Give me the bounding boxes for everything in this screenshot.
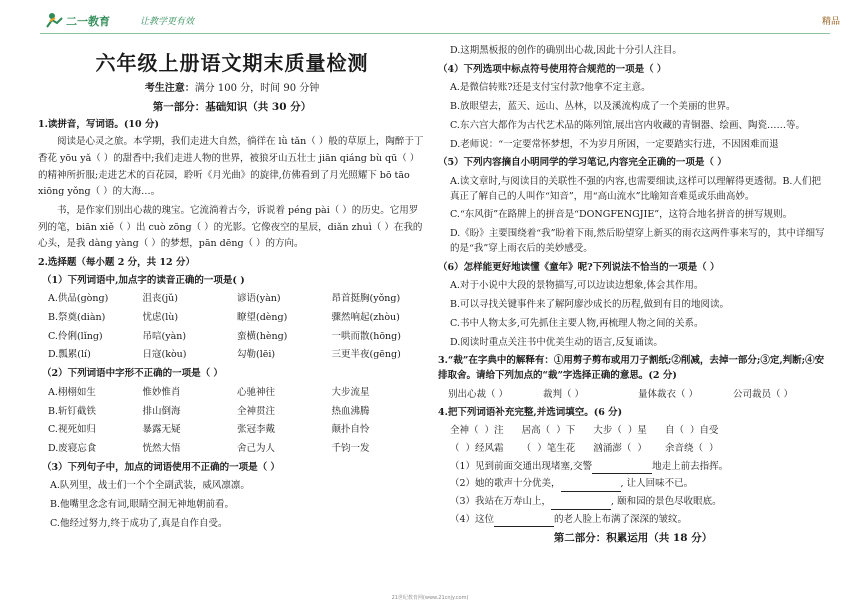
answer-blank[interactable] (561, 481, 621, 492)
q2-sub5-option-c: C.“东风街”在路牌上的拼音是“DONGFENGJIE”，这符合地名拼音的拼写规则。 (450, 209, 793, 221)
option-cell: 惟妙惟肖 (142, 386, 181, 398)
left-column (38, 40, 426, 536)
q4-sentence-1: （1）见到前面交通出现堵塞,交警 地走上前去指挥。 (438, 460, 828, 475)
q2-sub4-option-a: A.是微信转账?还是支付宝付款?他拿不定主意。 (450, 82, 651, 94)
quality-badge: 精品 (821, 17, 840, 27)
option-cell: C.伶俐(lǐng) (48, 330, 103, 342)
right-column (438, 40, 828, 549)
option-cell: 心驰神往 (237, 386, 276, 398)
option-cell: 全神贯注 (237, 405, 276, 417)
q3-item: 裁判（ ） (543, 388, 585, 400)
option-cell: A.供品(gòng) (48, 293, 109, 305)
page-title: 六年级上册语文期末质量检测 (95, 51, 369, 75)
option-cell: B.祭奠(diàn) (48, 312, 106, 324)
q2-sub6-option-b: B.可以寻找关键事件来了解阿廖沙成长的历程,做到有目的地阅读。 (450, 299, 730, 311)
option-cell: 昂首挺胸(yǒng) (331, 293, 401, 305)
q2-sub4: （4）下列选项中标点符号使用符合规范的一项是（ ） (438, 63, 667, 75)
q2-sub3-option-b: B.他嘴里念念有词,眼睛空洞无神地朝前看。 (50, 499, 235, 511)
option-row (38, 348, 426, 363)
option-cell: 一哄而散(hōng) (331, 330, 401, 342)
option-cell: 沮丧(jǔ) (142, 293, 178, 305)
q2-sub1-options (38, 292, 426, 363)
q2-sub6-option-a: A.对于小说中大段的景物描写,可以边读边想象,体会其作用。 (450, 280, 704, 292)
q2-sub6-option-d: D.阅读时重点关注书中优美生动的语言,反复诵读。 (450, 336, 663, 348)
option-cell: 大步流星 (331, 386, 370, 398)
option-cell: 颠扑自怜 (331, 424, 370, 436)
option-cell: B.斩钉截铁 (48, 405, 97, 417)
q3-item: 量体裁衣（ ） (638, 388, 699, 400)
page-header (0, 0, 860, 40)
option-row (38, 442, 426, 457)
q2-sub4-option-c: C.东六宫大都作为古代艺术品的陈列馆,展出宫内收藏的青铜器、绘画、陶瓷……等。 (450, 119, 805, 131)
option-cell: A.栩栩如生 (48, 386, 96, 398)
option-cell: 热血沸腾 (331, 405, 370, 417)
q2-sub4-option-b: B.放眼望去，蓝天、远山、丛林，以及溪流构成了一个美丽的世界。 (450, 101, 736, 113)
option-cell: 勾勒(lēi) (237, 349, 276, 361)
option-row (38, 423, 426, 438)
q1-paragraph-2: 书，是作家们别出心裁的瑰宝。它流淌着古今，诉说着 péng pài（ ）的历史。它用罗列的笔，biān xiě（ ）出 cuò zōng（ ）的光影。它像夜空的星辰，diǎn zhuì（ ）在我的心头，是我 dàng yàng（ ）的梦想，pān dēng（ ）的方向。 (38, 204, 423, 250)
q4-sentence-3: （3）我站在万寿山上， , 颐和园的景色尽收眼底。 (438, 495, 828, 510)
logo-text: 二一教育 (66, 15, 110, 28)
q2-sub3-option-d: D.这期黑板报的创作的确别出心裁,因此十分引人注目。 (450, 45, 682, 56)
option-cell: 千钧一发 (331, 443, 370, 455)
q2-sub4-option-d: D.老师说：“一定要常怀梦想，不为岁月所困，一定要踏实行进，不因困难而退 (450, 138, 779, 150)
answer-blank[interactable] (592, 463, 652, 474)
q1-title: 1.读拼音，写词语。(10 分) (38, 118, 159, 130)
q2-sub5: （5）下列内容摘自小明同学的学习笔记,内容完全正确的一项是（ ） (438, 157, 727, 169)
q2-sub3-option-c: C.他经过努力,终于成功了,真是自作自受。 (50, 517, 228, 529)
option-cell: 谚语(yàn) (237, 293, 281, 305)
q3-title: 3.“裁”在字典中的解释有：①用剪子剪布或用刀子割纸;②削减，去掉一部分;③定,判断;④安排取舍。请给下列加点的“裁”字选择正确的意思。(2 分) (438, 355, 825, 381)
q2-sub3-option-a: A.队列里，战士们一个个全副武装，威风凛凛。 (50, 480, 250, 492)
answer-blank[interactable] (551, 499, 611, 510)
q1-paragraph-1: 阅读是心灵之旅。本学期，我们走进大自然，徜徉在 lǜ tǎn（ ）般的草原上，陶醉于丁香花 yōu yǎ（ ）的甜香中;我们走进人物的世界，被狼牙山五壮士 jiān qiáng bù qū（ ）的精神所折服;走进艺术的百花园，聆听《月光曲》的旋律,仿佛看到了月光照耀下 bō tāo xiōng yǒng（ ）的大海…。 (38, 136, 424, 198)
option-row (38, 292, 426, 307)
option-cell: 张冠李戴 (237, 424, 276, 436)
option-cell: 蛮横(hèng) (237, 330, 288, 342)
q3-items (438, 388, 828, 403)
q4-word-row-1: 全神（ ）注 居高（ ）下 大步（ ）星 自（ ）自受 (450, 425, 719, 437)
option-cell: 排山倒海 (142, 405, 181, 417)
q2-sub3: （3）下列句子中，加点的词语使用不正确的一项是（ ） (42, 461, 280, 473)
q2-sub5-option-d: D.《盼》主要围绕着“我”盼着下雨,然后盼望穿上新买的雨衣这两件事来写的，其中详细写的是“我”穿上雨衣后的美妙感受。 (450, 228, 825, 254)
option-cell: 暴露无疑 (142, 424, 181, 436)
q2-sub6: （6）怎样能更好地读懂《童年》呢?下列说法不恰当的一项是（ ） (438, 261, 720, 273)
q3-item: 别出心裁（ ） (448, 388, 509, 400)
q4-title: 4.把下列词语补充完整,并选词填空。(6 分) (438, 407, 623, 419)
option-cell: D.瓢累(lí) (48, 349, 91, 361)
option-row (38, 311, 426, 326)
option-cell: 吊唁(yàn) (142, 330, 187, 342)
part1-heading: 第一部分：基础知识（共 30 分） (152, 100, 312, 113)
option-row (38, 386, 426, 401)
slogan: 让教学更有效 (140, 17, 195, 27)
footer-source: 21世纪教育网(www.21cnjy.com) (391, 595, 469, 601)
option-cell: 日寇(kòu) (142, 349, 187, 361)
header-rule (40, 33, 830, 34)
option-cell: 瞭望(dèng) (237, 312, 288, 324)
q3-item: 公司裁员（ ） (733, 388, 794, 400)
exam-notice: 考生注意：满分 100 分，时间 90 分钟 (144, 83, 320, 94)
q2-sub5-option-ab: A.读文章时,与阅读目的关联性不强的内容,也需要细读,这样可以理解得更透彻。B.人们把真正了解自己的人叫作“知音”，用“高山流水”比喻知音难觅或乐曲高妙。 (450, 176, 821, 202)
option-row (38, 330, 426, 345)
q4-sentence-4: （4）这位 的老人脸上布满了深深的皱纹。 (438, 513, 828, 528)
option-cell: 舍己为人 (237, 443, 276, 455)
option-cell: 三更半夜(gēng) (331, 349, 401, 361)
q4-word-row-2: （ ）经风霜 （ ）笔生花 汹涌澎（ ） 余音绕（ ） (450, 442, 719, 454)
option-cell: 骤然响起(zhòu) (331, 312, 400, 324)
option-cell: 恍然大悟 (142, 443, 181, 455)
option-cell: 忧虑(lù) (142, 312, 179, 324)
answer-blank[interactable] (494, 516, 554, 527)
q2-sub2: （2）下列词语中字形不正确的一项是（ ） (42, 368, 223, 380)
q2-title: 2.选择题（每小题 2 分，共 12 分） (38, 256, 195, 268)
part2-heading: 第二部分：积累运用（共 18 分） (553, 532, 713, 545)
q2-sub1: （1）下列词语中,加点字的读音正确的一项是( ) (42, 274, 245, 286)
option-row (38, 405, 426, 420)
option-cell: C.视死如归 (48, 424, 96, 436)
q2-sub2-options (38, 386, 426, 457)
option-cell: D.废寝忘食 (48, 443, 97, 455)
q2-sub6-option-c: C.书中人物太多,可先抓住主要人物,再梳理人物之间的关系。 (450, 317, 704, 329)
q4-sentence-2: （2）她的歌声十分优美， , 让人回味不已。 (438, 477, 828, 492)
